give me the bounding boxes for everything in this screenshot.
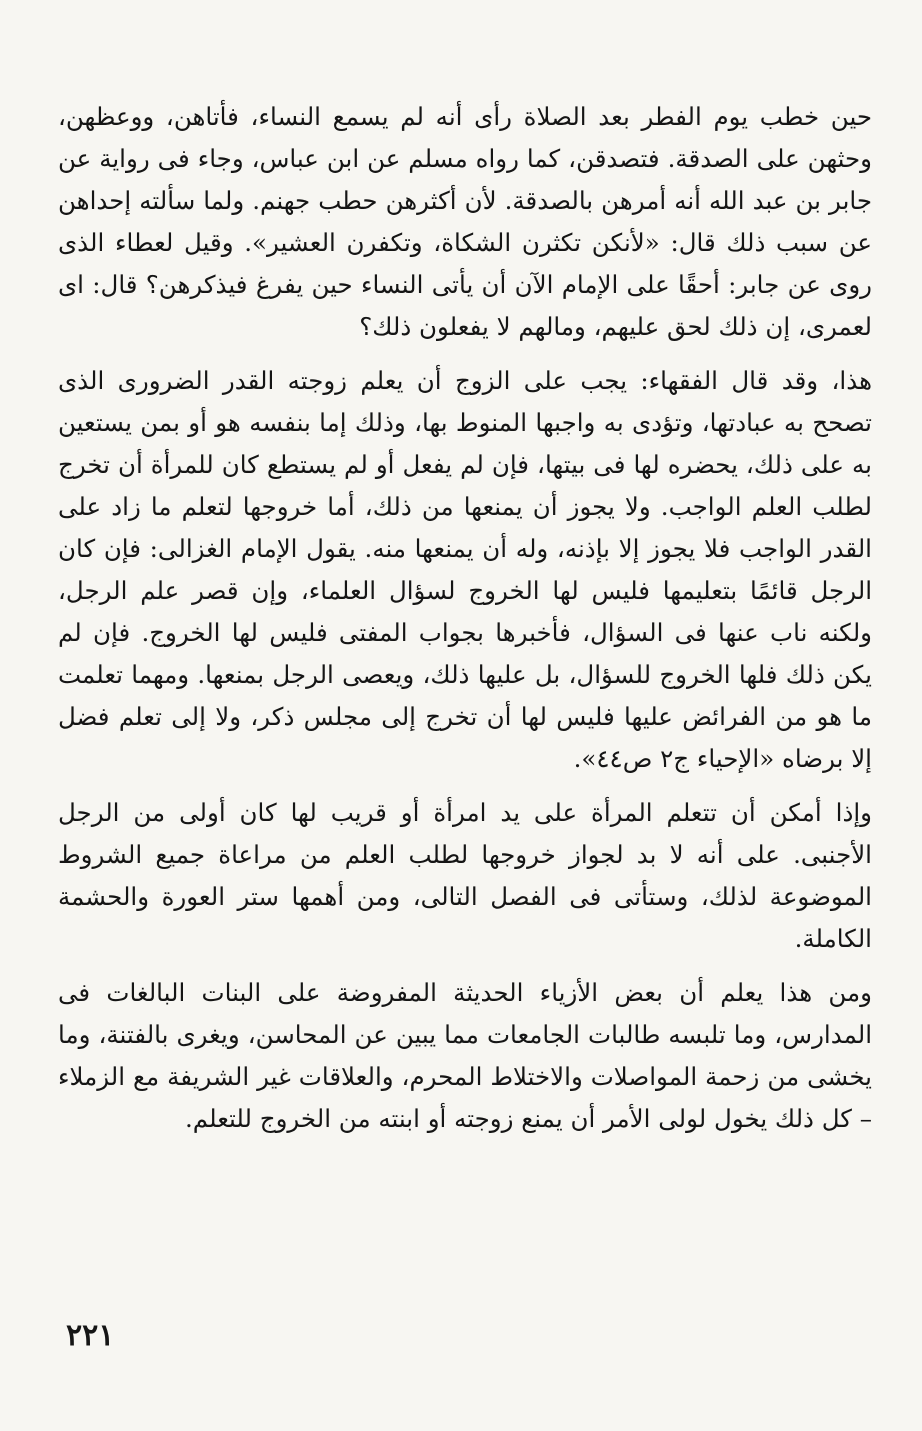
page-body bbox=[58, 96, 872, 1140]
paragraph-2: هذا، وقد قال الفقهاء: يجب على الزوج أن يعلم زوجته القدر الضرورى الذى تصحح به عبادتها، وتؤدى به واجبها المنوط بها، وذلك إما بنفسه هو أو بمن يستعين به على ذلك، يحضره لها فى بيتها، فإن لم يفعل أو لم يستطع كان للمرأة أن تخرج لطلب العلم الواجب. ولا يجوز أن يمنعها من ذلك، أما خروجها لتعلم ما زاد على القدر الواجب فلا يجوز إلا بإذنه، وله أن يمنعها منه. يقول الإمام الغزالى: فإن كان الرجل قائمًا بتعليمها فليس لها الخروج لسؤال العلماء، وإن قصر علم الرجل، ولكنه ناب عنها فى السؤال، فأخبرها بجواب المفتى فليس لها الخروج. فإن لم يكن ذلك فلها الخروج للسؤال، بل عليها ذلك، ويعصى الرجل بمنعها. ومهما تعلمت ما هو من الفرائض عليها فليس لها أن تخرج إلى مجلس ذكر، ولا إلى تعلم فضل إلا برضاه «الإحياء ج٢ ص٤٤». bbox=[58, 366, 872, 773]
paragraph-4: ومن هذا يعلم أن بعض الأزياء الحديثة المفروضة على البنات البالغات فى المدارس، وما تلبسه طالبات الجامعات مما يبين عن المحاسن، ويغرى بالفتنة، وما يخشى من زحمة المواصلات والاختلاط المحرم، والعلاقات غير الشريفة مع الزملاء – كل ذلك يخول لولى الأمر أن يمنع زوجته أو ابنته من الخروج للتعلم. bbox=[58, 978, 872, 1133]
page-number: ٢٢١ bbox=[66, 1318, 115, 1353]
paragraph-3: وإذا أمكن أن تتعلم المرأة على يد امرأة أو قريب لها كان أولى من الرجل الأجنبى. على أنه لا بد لجواز خروجها لطلب العلم من مراعاة جميع الشروط الموضوعة لذلك، وستأتى فى الفصل التالى، ومن أهمها ستر العورة والحشمة الكاملة. bbox=[58, 798, 872, 953]
paragraph-1: حين خطب يوم الفطر بعد الصلاة رأى أنه لم يسمع النساء، فأتاهن، ووعظهن، وحثهن على الصدقة. فتصدقن، كما رواه مسلم عن ابن عباس، وجاء فى رواية عن جابر بن عبد الله أنه أمرهن بالصدقة. لأن أكثرهن حطب جهنم. ولما سألته إحداهن عن سبب ذلك قال: «لأنكن تكثرن الشكاة، وتكفرن العشير». وقيل لعطاء الذى روى عن جابر: أحقًا على الإمام الآن أن يأتى النساء حين يفرغ فيذكرهن؟ قال: اى لعمرى، إن ذلك لحق عليهم، ومالهم لا يفعلون ذلك؟ bbox=[58, 102, 872, 341]
